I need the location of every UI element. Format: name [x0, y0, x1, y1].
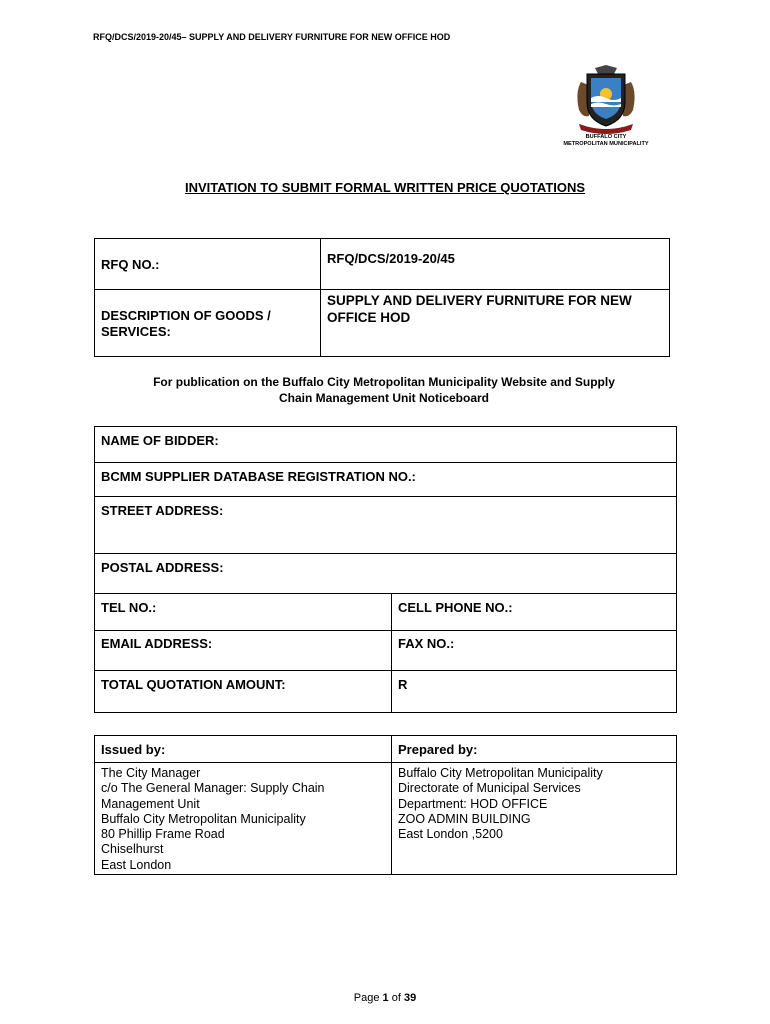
logo-line-1: BUFFALO CITY: [585, 134, 627, 140]
logo-line-2: METROPOLITAN MUNICIPALITY: [563, 141, 649, 147]
description-value: SUPPLY AND DELIVERY FURNITURE FOR NEW OFFICE HOD: [321, 290, 670, 357]
issued-line: Chiselhurst: [101, 842, 164, 857]
rfq-number-label: RFQ NO.:: [95, 239, 321, 290]
rfq-number-value: RFQ/DCS/2019-20/45: [321, 239, 670, 290]
issued-by-label: Issued by:: [95, 736, 392, 763]
page-of: of: [388, 992, 404, 1004]
email-label: EMAIL ADDRESS:: [95, 631, 392, 671]
tel-label: TEL NO.:: [95, 594, 392, 631]
bidder-name-label: NAME OF BIDDER:: [95, 427, 677, 463]
description-label: DESCRIPTION OF GOODS / SERVICES:: [95, 290, 321, 357]
prepared-by-label: Prepared by:: [392, 736, 677, 763]
prepared-by-address: [392, 763, 677, 875]
running-header: RFQ/DCS/2019-20/45– SUPPLY AND DELIVERY FURNITURE FOR NEW OFFICE HOD: [93, 32, 451, 42]
issued-line: Management Unit: [101, 796, 200, 811]
rfq-table: [94, 238, 670, 357]
fax-label: FAX NO.:: [392, 631, 677, 671]
prepared-line: East London ,5200: [398, 827, 503, 842]
publication-note: [94, 374, 674, 406]
issued-line: East London: [101, 857, 172, 872]
registration-label: BCMM SUPPLIER DATABASE REGISTRATION NO.:: [95, 463, 677, 497]
publication-line-1: For publication on the Buffalo City Metropolitan Municipality Website and Supply: [153, 375, 615, 389]
page-current: 1: [382, 992, 389, 1004]
coat-of-arms-icon: [551, 64, 661, 134]
prepared-line: Buffalo City Metropolitan Municipality: [398, 766, 603, 780]
cell-phone-label: CELL PHONE NO.:: [392, 594, 677, 631]
bidder-details-table: [94, 426, 677, 713]
total-amount-label: TOTAL QUOTATION AMOUNT:: [95, 671, 392, 713]
page-prefix: Page: [353, 992, 383, 1004]
issuer-table: [94, 735, 677, 875]
street-address-label: STREET ADDRESS:: [95, 497, 677, 554]
prepared-line: Directorate of Municipal Services: [398, 781, 581, 796]
postal-address-label: POSTAL ADDRESS:: [95, 554, 677, 594]
municipality-logo: [551, 64, 661, 150]
issued-by-address: [95, 763, 392, 875]
page-footer: [0, 992, 770, 1004]
prepared-line: ZOO ADMIN BUILDING: [398, 811, 531, 826]
document-title: INVITATION TO SUBMIT FORMAL WRITTEN PRICE QUOTATIONS: [184, 180, 586, 195]
prepared-line: Department: HOD OFFICE: [398, 796, 548, 811]
issued-line: c/o The General Manager: Supply Chain: [101, 781, 325, 796]
issued-line: Buffalo City Metropolitan Municipality: [101, 811, 306, 826]
page-total: 39: [403, 992, 417, 1004]
issued-line: 80 Phillip Frame Road: [101, 827, 225, 842]
issued-line: The City Manager: [101, 766, 201, 780]
currency-symbol: R: [392, 671, 677, 713]
publication-line-2: Chain Management Unit Noticeboard: [278, 391, 490, 405]
